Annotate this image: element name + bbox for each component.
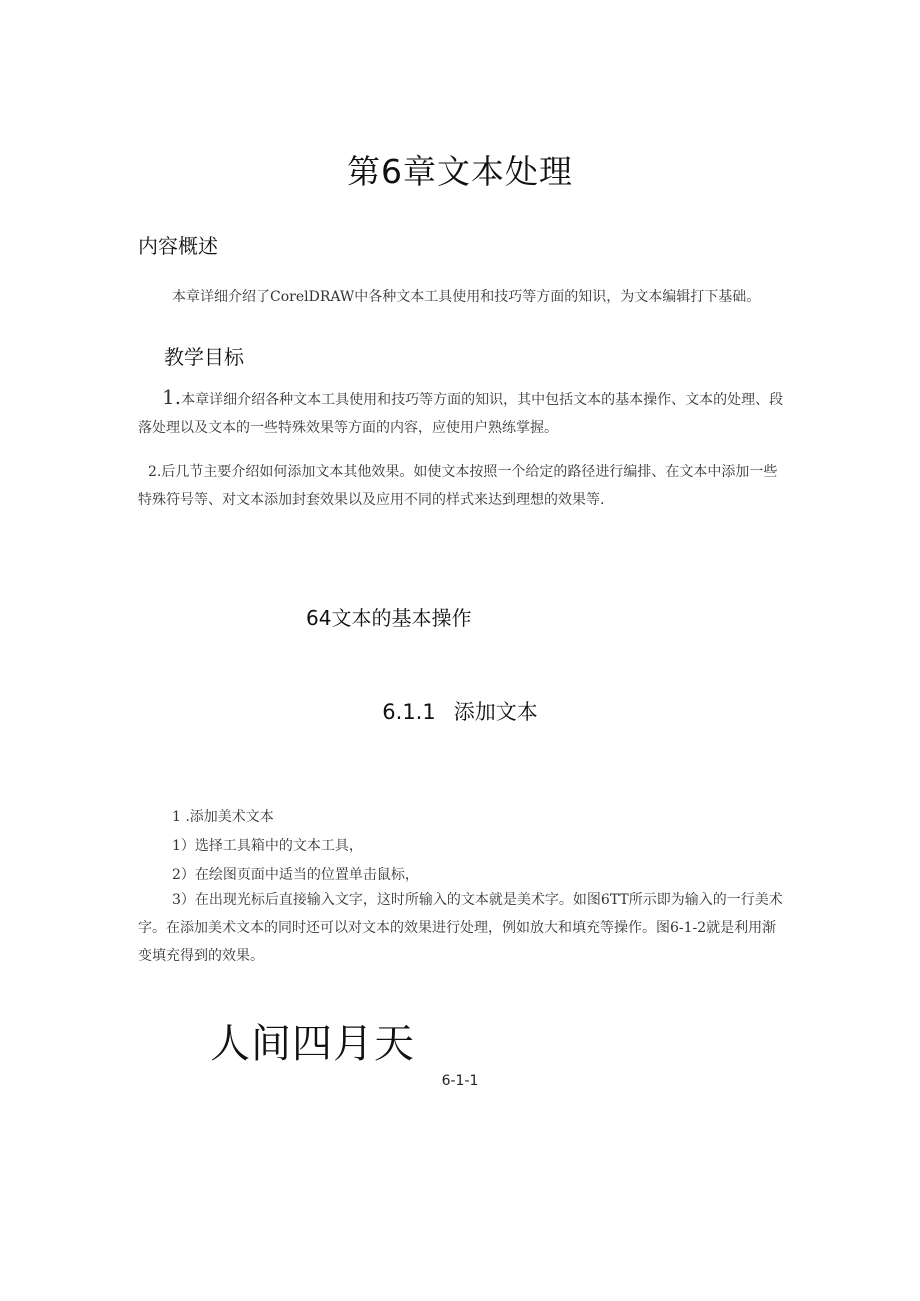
objective-item-2: 2.后几节主要介绍如何添加文本其他效果。如使文本按照一个给定的路径进行编排、在文本中添加一些特殊符号等、对文本添加封套效果以及应用不同的样式来达到理想的效果等.: [138, 464, 778, 508]
overview-heading: 内容概述: [138, 234, 218, 258]
subsection-number: 6.1.1: [382, 700, 436, 724]
step-item-2: 1）选择工具箱中的文本工具，: [172, 838, 363, 854]
figure-sample-text: 人间四月天: [210, 1021, 415, 1067]
chapter-title: 第6章文本处理: [347, 152, 573, 191]
objective-item-1-text: 本章详细介绍各种文本工具使用和技巧等方面的知识，其中包括文本的基本操作、文本的处理、段落处理以及文本的一些特殊效果等方面的内容，应使用户熟练掌握。: [138, 392, 784, 436]
overview-paragraph: 本章详细介绍了CorelDRAW中各种文本工具使用和技巧等方面的知识，为文本编辑打下基础。: [172, 289, 761, 305]
objective-item-1-number: 1.: [162, 385, 182, 409]
subsection-label: 添加文本: [453, 700, 538, 724]
objective-item-1: [138, 383, 788, 442]
figure-caption: 6-1-1: [441, 1073, 479, 1089]
step-item-4: 3）在出现光标后直接输入文字，这时所输入的文本就是美术字。如图6TT所示即为输入的一行美术字。在添加美术文本的同时还可以对文本的效果进行处理，例如放大和填充等操作。图6-1-2就是利用渐变填充得到的效果。: [138, 892, 783, 964]
step-item-1: 1 .添加美术文本: [172, 809, 274, 825]
subsection-title: [0, 696, 920, 726]
step-item-3: 2）在绘图页面中适当的位置单击鼠标，: [172, 867, 419, 883]
section-title: 64文本的基本操作: [306, 606, 472, 630]
objectives-heading: 教学目标: [164, 345, 244, 369]
